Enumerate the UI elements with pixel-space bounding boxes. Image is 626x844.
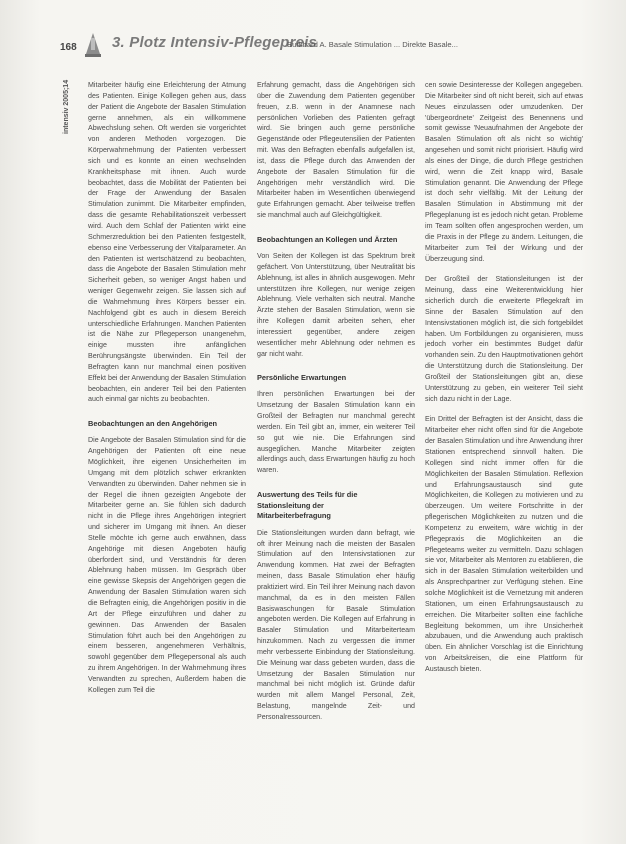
page-number: 168	[60, 42, 77, 53]
section-heading-multiline	[257, 490, 415, 522]
section-heading: Persönliche Erwartungen	[257, 373, 347, 383]
paragraph-gap	[425, 264, 583, 274]
paragraph: Der Großteil der Stationsleitungen ist der Meinung, dass eine Weiterentwicklung hier sicherlich durch die erweiterte Pflegekraft im Sinne der Basalen Stimulation auf den Intensivstationen möglich ist, die sich fortgebildet haben. Um Fortbildungen zu organisieren, muss jedoch vorher ein bestimmtes Budget dafür vorhanden sein. Zu den Hauptmotivationen gehört die Unterstützung durch die Stationsleitung. Der Großteil der Stationsleitungen gibt an, diese Unterstützung zu geben, ein weiterer Teil sieht sich dazu nicht in der Lage.	[425, 275, 583, 403]
paragraph: Erfahrung gemacht, dass die Angehörigen sich über die Zuwendung dem Patienten gegenüber freuen, z.B. wenn in der Anamnese nach persönlichen Vorlieben des Patienten gefragt wird. Sie bringen auch gerne persönliche Gegenstände oder Pflegeutensilien der Patienten mit. Was den Befragten ebenfalls aufgefallen ist, ist, dass die Pflege durch das Anwenden der Angebote der Basalen Stimulation für die Angehörigen mehr verständlich wird. Die Mitarbeiter haben im Wesentlichen überwiegend gute Erfahrungen gemacht. Aber teilweise treffen sie manchmal auch auf Gleichgültigkeit.	[257, 81, 415, 220]
paragraph: Die Angebote der Basalen Stimulation sind für die Angehörigen der Patienten oft eine neue Möglichkeit, ihre eigenen Unsicherheiten im Umgang mit dem plötzlich schwer erkrankten Verwandten zu überwinden. Daher nehmen sie in der Regel die ihnen gezeigten Angebote der Mitarbeiter gerne an. Sie fühlen sich dadurch nicht in die Pflege ihres Angehörigen integriert und sicherer im Umgang mit ihnen. An dieser Stelle möchte ich gerne auch erwähnen, dass Angehörige mit diesen Angeboten häufig überfordert sind, und Verständnis für deren Ablehnung haben müssen. Im Gespräch über eine gewisse Skepsis der Angehörigen gegen die Anwendung der Basalen Stimulation waren sich die Befragten einig, die Angehörigen positiv in die Art der Pflege einzuführen und daher zu gewinnen. Das Anwenden der Basalen Stimulation führt auch bei den Angehörigen zu einem besseren, angenehmeren Verhältnis, sowohl gegenüber dem Pflegepersonal als auch zu ihrem Angehörigen. In der Wahrnehmung ihres Verwandten zu sprechen, Außerdem haben die Kollegen zum Teil die	[88, 436, 246, 694]
paragraph: Die Stationsleitungen wurden dann befragt, wie oft ihrer Meinung nach die meisten der Basalen Stimulation auf den Intensivstationen zur Anwendung kommen. Hat zwei der Befragten meinen, dass Basale Stimulation eher häufig praktiziert wird. Ein Teil ihrer Meinung nach davon manchmal, da es in den meisten Fällen Basiswaschungen für Basale Stimulation angeboten werden. Die Kollegen auf Erfahrung in Basaler Stimulation und Mitarbeiterteam hinzukommen. Nach zu vergessen die immer mehr verbesserte Einbindung der Stationsleitung. Die Meinung war dass gebeten wurden, dass die Umsetzung der Basalen Stimulation nur manchmal bei nicht möglich ist. Gründe dafür wurden mit allem Mangel Personal, Zeit, Belastung, mangelnde Zeit- und Personalressourcen.	[257, 528, 415, 721]
journal-source-label: intensiv 2005;14	[63, 79, 70, 134]
header-byline: Burkhard A. Basale Stimulation ... Direkte Basale...	[287, 40, 458, 49]
page-header	[60, 30, 620, 60]
paragraph-gap	[425, 404, 583, 414]
section-heading: Beobachtungen an Kollegen und Ärzten	[257, 234, 398, 244]
text-column-1	[88, 80, 246, 696]
heading-line: Auswertung des Teils für die	[257, 490, 358, 500]
paragraph: Von Seiten der Kollegen ist das Spektrum breit gefächert. Von Unterstützung, über Neutralität bis Ablehnung, ist alles in ähnlich ausgewogen. Mehr unterstützen ihre Kollegen, nur wenige zeigen Ablehnung. Viele verhalten sich neutral. Manche Ärzte stehen der Basalen Stimulation, wenn sie ihre Kollegen damit arbeiten sehen, eher interessiert gegenüber, andere zeigen wesentlicher mehr Ablehnung oder nehmen es gar nicht wahr.	[257, 251, 415, 358]
heading-line: Stationsleitung der	[257, 500, 324, 510]
heading-line: Mitarbeiterbefragung	[257, 511, 331, 521]
award-title: 3. Plotz Intensiv-Pflegepreis	[112, 34, 318, 51]
text-column-2	[257, 80, 415, 723]
text-column-3	[425, 80, 583, 675]
section-heading: Beobachtungen an den Angehörigen	[88, 419, 218, 429]
paragraph: Mitarbeiter häufig eine Erleichterung der Atmung des Patienten. Einige Kollegen gehen aus, dass der Patient die Angebote der Basalen Stimulation gerne annehmen, als ein willkommene Abwechslung sehen. Oft werden sie vorgerichtet von anderen Methoden vorgezogen. Die Körperwahrnehmung der Patienten verbessert sich und es konnte an einen wechselnden Krankheitsphase mit ihnen. Auch wurde beobachtet, dass die Mobilität der Patienten bei der Frage der Anwendung der Basalen Stimulation zunimmt. Die Mitarbeiter empfinden, dass die gesamte Rehabilitationszeit verbessert wird. Auch dem Schlaf der Patienten wirkt eine Schmerzreduktion bei den Patienten festgestellt, ebenso eine Verbesserung der Vitalparameter. An den Patienten ist wertschätzend zu beobachten, dass die Angebote der Basalen Stimulation mehr Sicherheit geben, so weniger Angst haben und weniger Gegenwehr zeigen. Sie lassen sich auf die Wahrnehmung ihres Körpers besser ein. Nachfolgend gibt es auch in diesem Bereich unterschiedliche Erfahrungen. Manchen Patienten ist die Nähe zur Pflegeperson unangenehm, einige mussten ihre anfänglichen Berührungsängste überwinden. Ein Teil der Befragten kann nur manchmal einen positiven Effekt bei der Anwendung der Basalen Stimulation beobachten, ein anderer Teil bei den Patienten auch einmal gar nichts zu beobachten.	[88, 81, 246, 404]
award-logo-icon	[82, 32, 104, 58]
paragraph: Ihren persönlichen Erwartungen bei der Umsetzung der Basalen Stimulation kann ein Großteil der Befragten nur manchmal gerecht werden. Ein Teil gibt an, immer, ein weiterer Teil so gut wie nie. Die Erfahrungen sind ausgeglichen. Manche Mitarbeiter zeigten allerdings auch, dass Erwartungen häufig zu hoch waren.	[257, 390, 415, 475]
paragraph: Ein Drittel der Befragten ist der Ansicht, dass die Mitarbeiter eher nicht offen sind für die Angebote der Basalen Stimulation und ihre Anwendung ihrer Stationen entsprechend sinnvoll halten. Die Kollegen sind nicht immer offen für die Möglichkeiten der Basalen Stimulation. Reflexion und Erfahrungsaustausch sind gute Möglichkeiten, die Kollegen zu motivieren und zu überzeugen. Um weitere Fortschritte in der pflegerischen Möglichkeiten zu nutzen und die Kompetenz zu erweitern, wäre wichtig in der Pflegepraxis die Möglichkeiten an die Pflegeteams weiter zu vermitteln. Dazu schlagen sie vor, Mitarbeiter als Mentoren zu etablieren, die sich in der Basalen Stimulation weiterbilden und als Ansprechpartner zur Verfügung stehen. Eine solche Möglichkeit ist die Vernetzung mit anderen Stationen, um einen Erfahrungsaustausch zu erreichen. Die Mitarbeiter sollten eine fachliche Begleitung bekommen, um ihre Unsicherheit abzubauen, und die Anwendung auch praktisch üben. Ein ähnlicher Vorschlag ist die Einrichtung von Arbeitskreisen, die eine Plattform für Austausch bieten.	[425, 415, 583, 673]
paragraph: cen sowie Desinteresse der Kollegen angegeben. Die Mitarbeiter sind oft nicht bereit, sich auf etwas Neues einzulassen oder umzudenken. Der 'übergeordnete' Zeitgeist des Benennens und somit gewisse 'Neuaufnahmen der Angebote der Basalen Stimulation oft als nicht so wichtig' angesehen und somit nicht priorisiert. Häufig wird als eines der Dinge, die durch Pflege gestrichen wird, wenn die Zeit knapp wird, Basale Stimulation genannt. Die Anwendung der Pflege ist doch sehr vielfältig. Mit der Leitung der Basalen Stimulation in Abstimmung mit der Pflegeplanung ist es jedoch nicht getan. Probleme im Team sollten offen angesprochen werden, um die Praxis in der Pflege zu ändern. Leitungen, die Mitarbeiter zum Teil der Wirkung und der Überzeugung sind.	[425, 81, 583, 263]
